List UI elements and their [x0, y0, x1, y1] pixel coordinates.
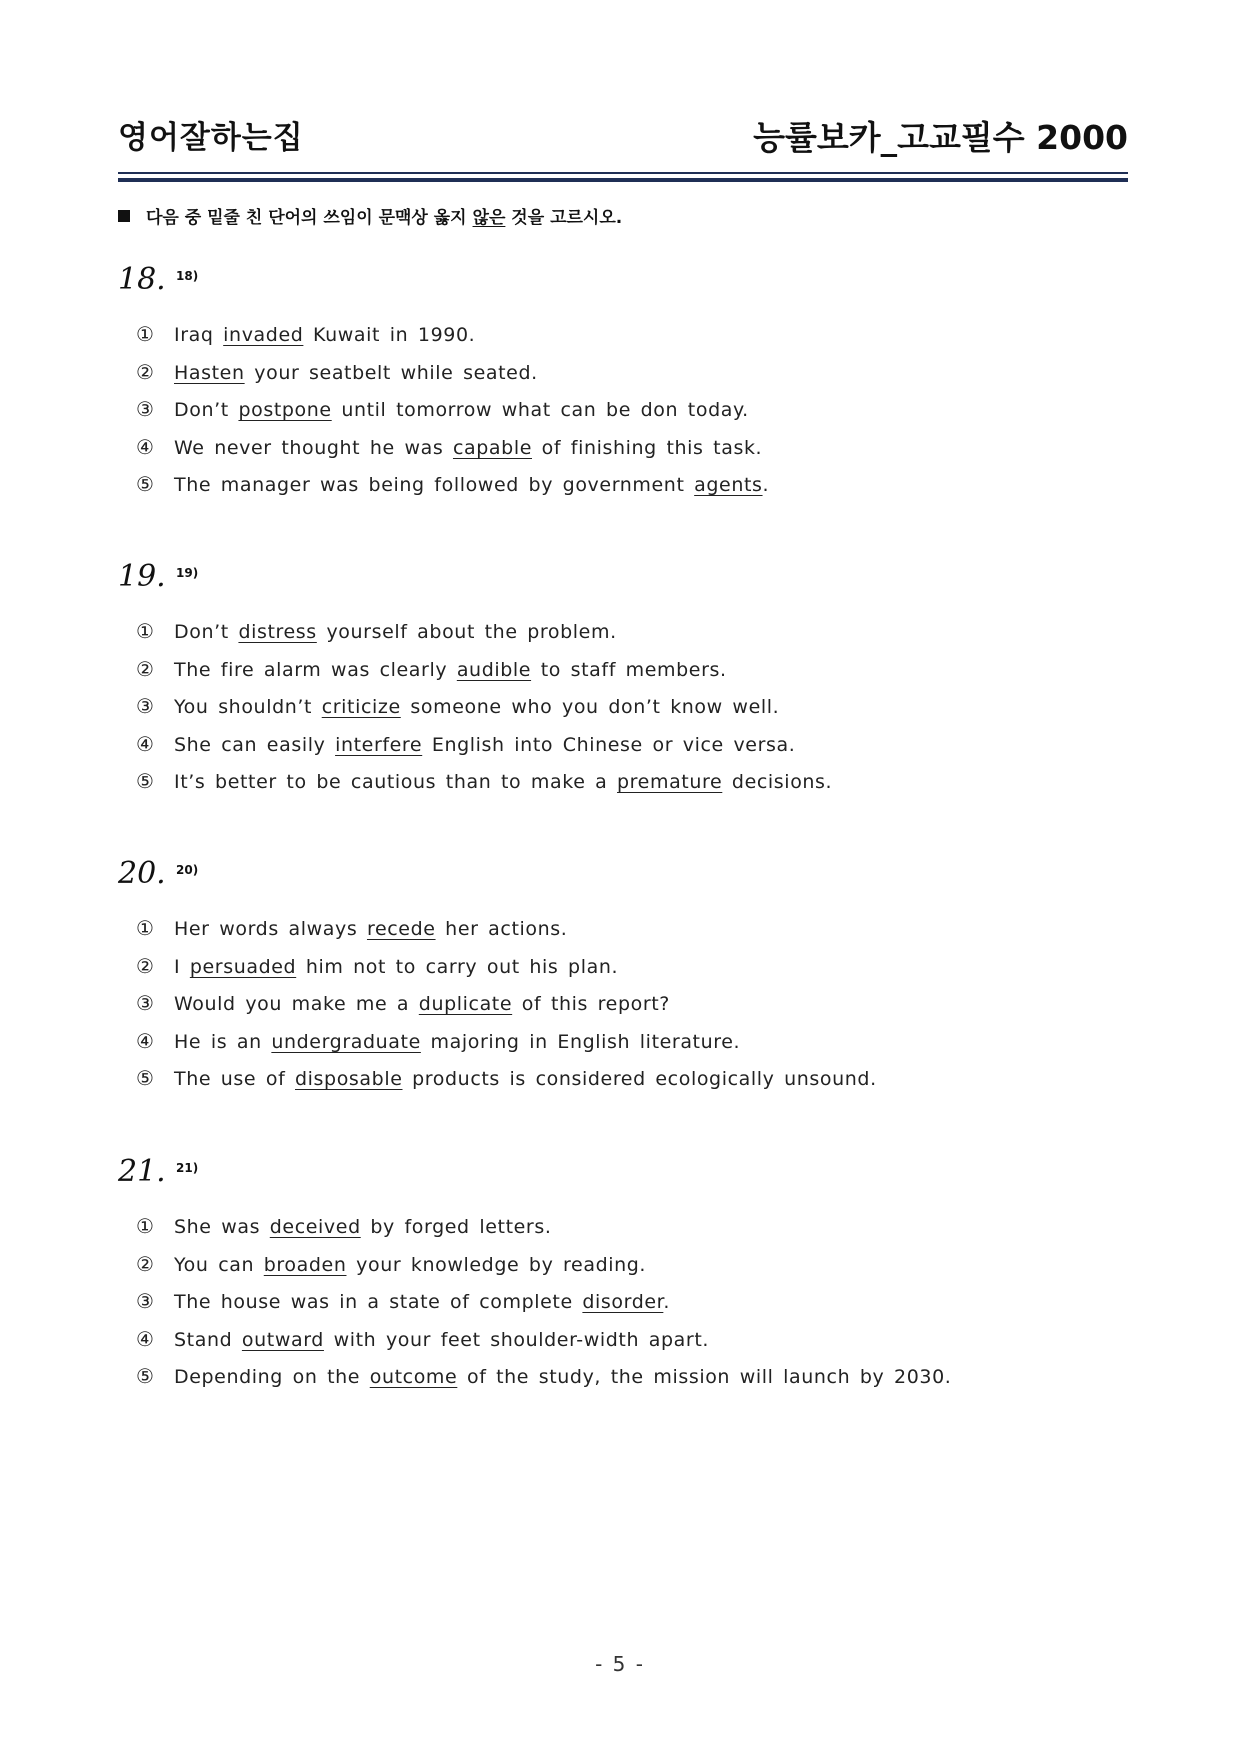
underlined-word: interfere: [335, 733, 423, 756]
option-marker: ③: [136, 694, 155, 718]
instruction-text-before: 다음 중 밑줄 친 단어의 쓰임이 문맥상 옳지: [146, 208, 473, 228]
question-21: [118, 1154, 1128, 1388]
question-header: [118, 262, 1128, 308]
instruction: [118, 203, 622, 228]
option-text-post: yourself about the problem.: [316, 621, 617, 643]
option-2[interactable]: [136, 360, 769, 398]
underlined-word: invaded: [223, 324, 304, 346]
question-header: [118, 1154, 1128, 1200]
footnote-ref: 19): [176, 566, 199, 580]
underlined-word: Hasten: [174, 361, 245, 384]
option-marker: ⑤: [136, 1364, 155, 1388]
question-20: [118, 856, 1128, 1090]
option-text-post: him not to carry out his plan.: [296, 955, 619, 978]
question-header: [118, 856, 1128, 902]
option-text-post: your seatbelt while seated.: [244, 361, 538, 384]
question-number: 19.: [118, 559, 166, 594]
option-marker: ⑤: [136, 472, 155, 496]
option-marker: ③: [136, 397, 155, 421]
option-text-pre: She was: [174, 1216, 270, 1238]
option-text-post: with your feet shoulder-width apart.: [323, 1328, 710, 1351]
underlined-word: criticize: [321, 696, 401, 718]
option-text-post: Kuwait in 1990.: [303, 324, 476, 346]
option-marker: ⑤: [136, 769, 155, 793]
underlined-word: recede: [366, 918, 436, 940]
option-3[interactable]: [136, 991, 877, 1029]
option-marker: ②: [136, 656, 155, 681]
option-marker: ①: [136, 322, 155, 346]
underlined-word: distress: [238, 621, 317, 643]
underlined-word: broaden: [263, 1253, 347, 1276]
footnote-ref: 18): [176, 269, 199, 283]
option-text-pre: The manager was being followed by government: [174, 474, 695, 496]
footnote-ref: 20): [176, 863, 199, 877]
option-text-post: English into Chinese or vice versa.: [422, 733, 796, 756]
question-19: [118, 559, 1128, 793]
option-text-pre: The use of: [174, 1068, 295, 1090]
option-text-pre: She can easily: [174, 733, 336, 756]
option-marker: ④: [136, 1028, 155, 1053]
underlined-word: disposable: [295, 1068, 403, 1090]
underlined-word: outcome: [369, 1366, 458, 1388]
option-text-pre: The fire alarm was clearly: [174, 658, 457, 681]
option-marker: ⑤: [136, 1066, 155, 1090]
option-2[interactable]: [136, 954, 877, 992]
option-marker: ①: [136, 619, 155, 643]
option-text-post: products is considered ecologically unsound.: [402, 1068, 877, 1090]
option-5[interactable]: [136, 1364, 951, 1402]
question-header: [118, 559, 1128, 605]
option-text-pre: You can: [174, 1253, 264, 1276]
option-2[interactable]: [136, 1252, 951, 1290]
option-text-pre: I: [174, 955, 190, 978]
option-text-pre: Don’t: [174, 621, 239, 643]
option-marker: ②: [136, 1251, 155, 1276]
option-text-post: to staff members.: [531, 658, 727, 681]
underlined-word: persuaded: [189, 955, 297, 978]
option-marker: ④: [136, 731, 155, 756]
option-4[interactable]: [136, 1327, 951, 1365]
option-text-pre: Depending on the: [174, 1366, 370, 1388]
option-5[interactable]: [136, 472, 769, 510]
option-text-post: of the study, the mission will launch by 2030.: [457, 1366, 952, 1388]
underlined-word: audible: [456, 658, 532, 681]
question-number: 18.: [118, 262, 166, 297]
option-3[interactable]: [136, 1289, 951, 1327]
option-list: [136, 1214, 951, 1402]
option-text-pre: Stand: [174, 1328, 242, 1351]
option-text-pre: We never thought he was: [174, 436, 453, 459]
option-4[interactable]: [136, 1029, 877, 1067]
option-marker: ④: [136, 434, 155, 459]
option-marker: ③: [136, 991, 155, 1015]
option-3[interactable]: [136, 397, 769, 435]
header-right-title: 능률보카_고교필수 2000: [753, 118, 1128, 157]
option-text-post: .: [762, 474, 770, 496]
option-1[interactable]: [136, 916, 877, 954]
option-marker: ①: [136, 1214, 155, 1238]
underlined-word: postpone: [238, 399, 332, 421]
option-text-pre: Her words always: [174, 918, 367, 940]
header-left-title: 영어잘하는집: [118, 120, 304, 156]
page-number: - 5 -: [595, 1652, 645, 1676]
question-18: [118, 262, 1128, 496]
option-list: [136, 322, 769, 510]
option-text-pre: Don’t: [174, 399, 239, 421]
underlined-word: capable: [452, 436, 532, 459]
option-text-post: by forged letters.: [360, 1216, 552, 1238]
option-list: [136, 916, 877, 1104]
option-marker: ②: [136, 953, 155, 978]
option-text-pre: Iraq: [174, 324, 224, 346]
option-text-pre: He is an: [174, 1030, 272, 1053]
option-1[interactable]: [136, 322, 769, 360]
square-bullet-icon: [118, 210, 130, 222]
underlined-word: duplicate: [418, 993, 513, 1015]
option-text-post: your knowledge by reading.: [346, 1253, 647, 1276]
option-4[interactable]: [136, 435, 769, 473]
option-marker: ②: [136, 359, 155, 384]
option-2[interactable]: [136, 657, 832, 695]
footnote-ref: 21): [176, 1161, 199, 1175]
underlined-word: deceived: [269, 1216, 361, 1238]
instruction-underlined: 않은: [472, 208, 506, 228]
option-text-post: of finishing this task.: [532, 436, 763, 459]
question-number: 21.: [118, 1154, 166, 1189]
option-text-pre: Would you make me a: [174, 993, 419, 1015]
option-5[interactable]: [136, 1066, 877, 1104]
underlined-word: outward: [241, 1328, 324, 1351]
underlined-word: undergraduate: [271, 1030, 421, 1053]
option-text-pre: It’s better to be cautious than to make a: [174, 771, 618, 793]
option-text-pre: The house was in a state of complete: [174, 1291, 583, 1313]
option-marker: ③: [136, 1289, 155, 1313]
option-list: [136, 619, 832, 807]
option-text-post: majoring in English literature.: [420, 1030, 741, 1053]
option-text-pre: You shouldn’t: [174, 696, 322, 718]
option-marker: ④: [136, 1326, 155, 1351]
option-4[interactable]: [136, 732, 832, 770]
question-number: 20.: [118, 856, 166, 891]
option-3[interactable]: [136, 694, 832, 732]
underlined-word: premature: [617, 771, 723, 793]
underlined-word: disorder: [582, 1291, 664, 1313]
option-marker: ①: [136, 916, 155, 940]
option-text-post: until tomorrow what can be don today.: [331, 399, 749, 421]
option-text-post: .: [663, 1291, 670, 1313]
option-text-post: of this report?: [512, 993, 670, 1015]
option-text-post: someone who you don’t know well.: [400, 696, 780, 718]
instruction-text-after: 것을 고르시오.: [505, 208, 623, 228]
header-rule-thick: [118, 178, 1128, 182]
option-text-post: decisions.: [722, 771, 833, 793]
option-1[interactable]: [136, 619, 832, 657]
header-rule-thin: [118, 172, 1128, 174]
option-text-post: her actions.: [435, 918, 568, 940]
option-1[interactable]: [136, 1214, 951, 1252]
underlined-word: agents: [694, 474, 763, 496]
option-5[interactable]: [136, 769, 832, 807]
